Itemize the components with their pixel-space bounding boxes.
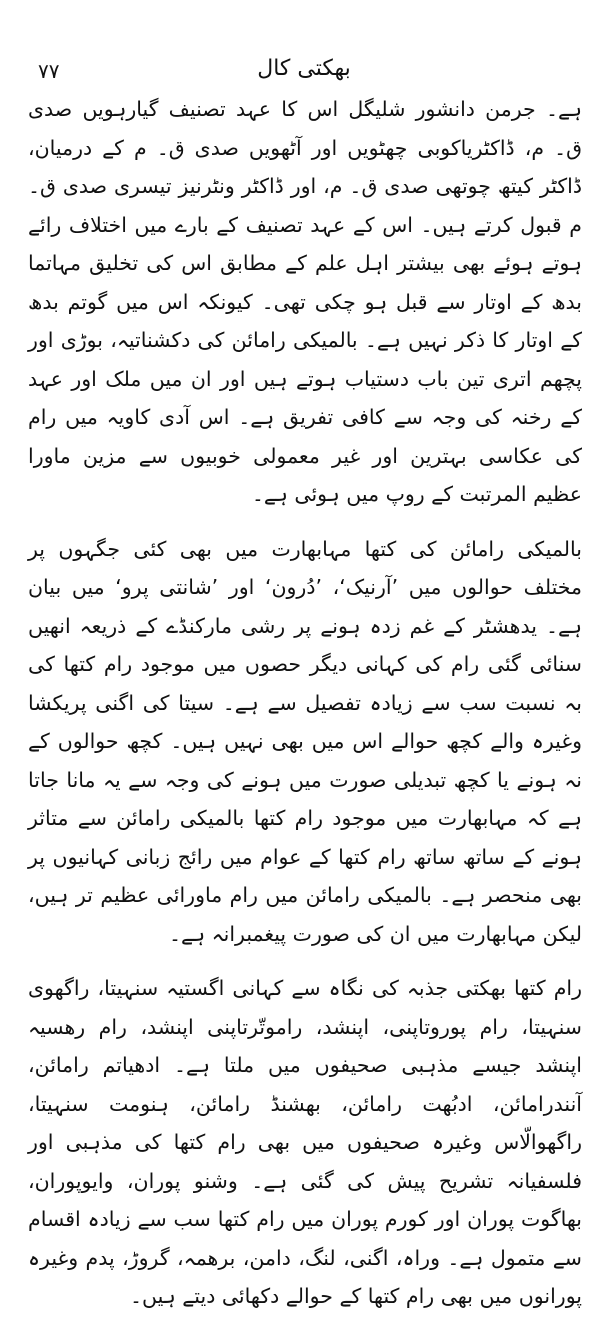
paragraph-1: ہے۔ جرمن دانشور شلیگل اس کا عہد تصنیف گیارہویں صدی ق۔ م، ڈاکٹریاکوبی چھٹویں اور آٹھویں صدی ق۔ م کے درمیان، ڈاکٹر کیتھ چوتھی صدی ق۔ م، اور ڈاکٹر ونٹرنیز تیسری صدی ق۔ م قبول کرتے ہیں۔ اس کے عہد تصنیف کے بارے میں اختلاف رائے ہوتے ہوئے بھی بیشتر اہل علم کے مطابق اس کی تخلیق مہاتما بدھ کے اوتار سے قبل ہو چکی تھی۔ کیونکہ اس میں گوتم بدھ کے اوتار کا ذکر نہیں ہے۔ بالمیکی رامائن کی دکشناتیہ، بوڑی اور پچھم اتری تین باب دستیاب ہوتے ہیں اور ان میں ملک اور عہد کے رخنہ کی وجہ سے کافی تفریق ہے۔ اس آدی کاویہ میں رام کی عکاسی بہترین اور غیر معمولی خوبیوں سے مزین ماورا عظیم المرتبت کے روپ میں ہوئی ہے۔ xyxy=(28,97,582,506)
body-text xyxy=(28,90,582,1332)
paragraph-3: رام کتھا بھکتی جذبہ کی نگاہ سے کہانی اگستیہ سنہیتا، راگھوی سنہیتا، رام پوروتاپنی، اپنشد، راموتّرتاپنی اپنشد، رام رھسیہ اپنشد جیسے مذہبی صحیفوں میں ملتا ہے۔ ادھیاتم رامائن، آنندرامائن، ادبُھت رامائن، بھشنڈ رامائن، ہنومت سنہیتا، راگھوالّاس وغیرہ صحیفوں میں بھی رام کتھا کی مذہبی اور فلسفیانہ تشریح پیش کی گئی ہے۔ وشنو پوران، وایوپوران، بھاگوت پوران اور کورم پوران میں رام کتھا سب سے زیادہ اقسام سے متمول ہے۔ وراہ، اگنی، لنگ، دامن، برھمہ، گروڑ، پدم وغیرہ پورانوں میں بھی رام کتھا کے حوالے دکھائی دیتے ہیں۔ xyxy=(28,976,582,1308)
page-number: ۷۷ xyxy=(38,59,60,83)
page-header xyxy=(20,55,588,91)
paragraph-2: بالمیکی رامائن کی کتھا مہابھارت میں بھی کئی جگہوں پر مختلف حوالوں میں ’آرنیک‘، ’دُرون‘ اور ’شانتی پرو‘ میں بیان ہے۔ یدھشٹر کے غم زدہ ہونے پر رشی مارکنڈے کے ذریعہ انھیں سنائی گئی رام کی کہانی دیگر حصوں میں موجود رام کتھا کی بہ نسبت سب سے زیادہ تفصیل سے ہے۔ سیتا کی اگنی پریکشا وغیرہ والے کچھ حوالے اس میں بھی نہیں ہیں۔ کچھ حوالوں کے نہ ہونے یا کچھ تبدیلی صورت میں ہونے کی وجہ سے یہ مانا جاتا ہے کہ مہابھارت میں موجود رام کتھا بالمیکی رامائن سے متاثر ہونے کے ساتھ ساتھ رام کتھا کے عوام میں رائج زبانی کہانیوں پر بھی منحصر ہے۔ بالمیکی رامائن میں رام ماورائی عظیم تر ہیں، لیکن مہابھارت میں ان کی صورت پیغمبرانہ ہے۔ xyxy=(28,536,582,946)
running-title: بھکتی کال xyxy=(257,56,351,81)
